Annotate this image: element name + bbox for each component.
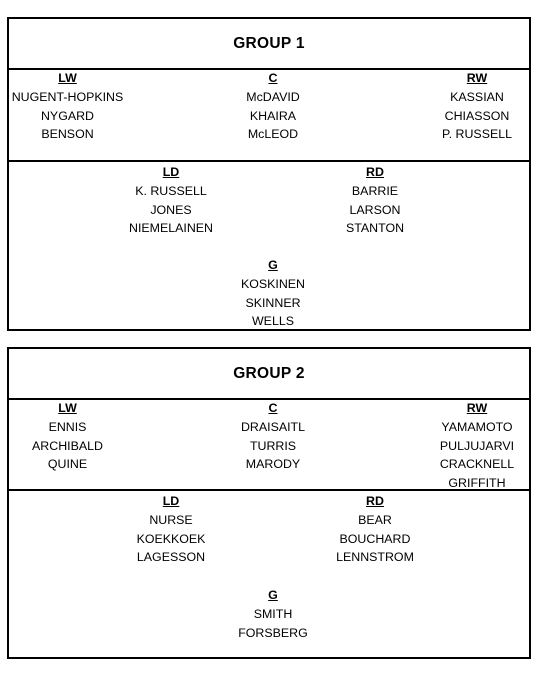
- group-title-row: [9, 19, 529, 70]
- player-name: SMITH: [253, 606, 293, 621]
- c-column: [223, 69, 323, 144]
- player-name: KHAIRA: [249, 108, 297, 123]
- position-label-lw: LW: [58, 71, 77, 85]
- position-label-lw: LW: [58, 401, 77, 415]
- player-name: PULJUJARVI: [439, 438, 515, 453]
- player-name: DRAISAITL: [240, 419, 306, 434]
- player-name: NIEMELAINEN: [129, 221, 213, 236]
- player-name: K. RUSSELL: [135, 183, 207, 198]
- position-label-ld: LD: [162, 494, 180, 508]
- position-label-rw: RW: [466, 71, 488, 85]
- group-title: GROUP 2: [233, 364, 305, 382]
- player-name: LAGESSON: [136, 550, 206, 565]
- lw-column: [9, 399, 126, 474]
- player-name: BEAR: [358, 512, 392, 527]
- position-label-c: C: [268, 401, 278, 415]
- player-name: KOEKKOEK: [136, 531, 206, 546]
- player-name: CHIASSON: [444, 108, 510, 123]
- player-name: TURRIS: [249, 438, 297, 453]
- player-name: ENNIS: [48, 419, 87, 434]
- ld-column: [117, 163, 225, 238]
- g-column: [223, 256, 323, 331]
- divider: [9, 489, 529, 491]
- player-name: BOUCHARD: [339, 531, 411, 546]
- player-name: P. RUSSELL: [441, 127, 513, 142]
- player-name: ARCHIBALD: [32, 438, 103, 453]
- player-name: KASSIAN: [450, 89, 504, 104]
- group-title: GROUP 1: [233, 34, 305, 52]
- position-label-rd: RD: [366, 165, 384, 179]
- player-name: YAMAMOTO: [441, 419, 513, 434]
- ld-column: [117, 492, 225, 567]
- lw-column: [9, 69, 126, 144]
- player-name: McDAVID: [246, 89, 300, 104]
- position-label-c: C: [268, 71, 278, 85]
- player-name: MARODY: [245, 457, 301, 472]
- player-name: BENSON: [41, 127, 94, 142]
- player-name: LENNSTROM: [336, 550, 414, 565]
- position-label-g: G: [268, 588, 278, 602]
- player-name: NUGENT-HOPKINS: [11, 89, 124, 104]
- player-name: JONES: [150, 202, 192, 217]
- player-name: SKINNER: [245, 295, 301, 310]
- group-2-box: [7, 347, 531, 659]
- player-name: NURSE: [149, 512, 193, 527]
- c-column: [223, 399, 323, 474]
- player-name: McLEOD: [247, 127, 299, 142]
- position-label-ld: LD: [162, 165, 180, 179]
- player-name: STANTON: [345, 221, 405, 236]
- player-name: KOSKINEN: [240, 276, 306, 291]
- rd-column: [325, 163, 425, 238]
- player-name: LARSON: [349, 202, 401, 217]
- position-label-g: G: [268, 258, 278, 272]
- rw-column: [427, 399, 527, 493]
- player-name: BARRIE: [351, 183, 399, 198]
- player-name: GRIFFITH: [448, 476, 506, 491]
- position-label-rw: RW: [466, 401, 488, 415]
- player-name: CRACKNELL: [439, 457, 515, 472]
- position-label-rd: RD: [366, 494, 384, 508]
- rd-column: [325, 492, 425, 567]
- player-name: NYGARD: [40, 108, 94, 123]
- group-title-row: [9, 349, 529, 400]
- group-1-box: [7, 17, 531, 331]
- player-name: WELLS: [251, 314, 294, 329]
- g-column: [223, 586, 323, 642]
- rw-column: [427, 69, 527, 144]
- player-name: FORSBERG: [238, 625, 308, 640]
- player-name: QUINE: [47, 457, 88, 472]
- divider: [9, 160, 529, 162]
